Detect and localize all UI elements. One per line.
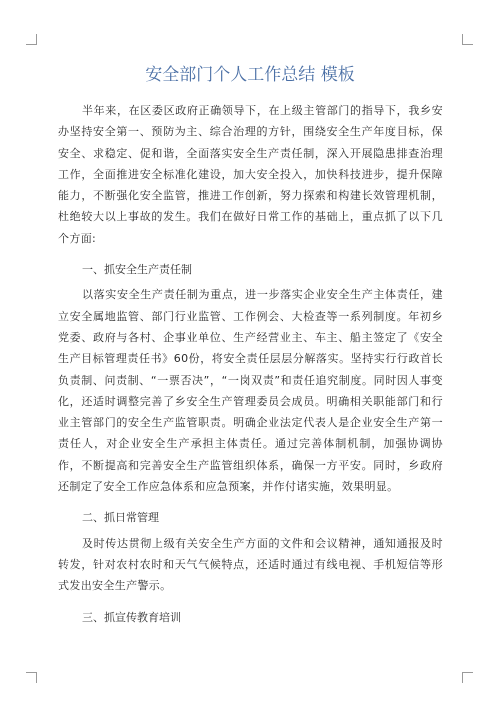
section-heading-responsibility: 一、抓安全生产责任制 bbox=[82, 263, 192, 277]
crop-mark-bottom-left bbox=[26, 672, 37, 683]
responsibility-paragraph: 以落实安全生产责任制为重点，进一步落实企业安全生产主体责任，建立安全属地监管、部门行业监管、工作例会、大检查等一系列制度。年初乡党委、政府与各村、企事业单位、生产经营业主、车主、船主签定了《安全生产目标管理责任书》60份，将安全责任层层分解落实。坚持实行行政首长负责制、问责制、“一票否决”，“一岗双责”和责任追究制度。同时因人事变化，还适时调整完善了乡安全生产管理委员会成员。明确相关职能部门和行业主管部门的安全生产监管职责。明确企业法定代表人是企业安全生产第一责任人，对企业安全生产承担主体责任。通过完善体制机制，加强协调协作，不断提高和完善安全生产监管组织体系，确保一方平安。同时，乡政府还制定了安全工作应急体系和应急预案，并作付诸实施，效果明显。 bbox=[58, 288, 443, 494]
intro-paragraph: 半年来，在区委区政府正确领导下，在上级主管部门的指导下，我乡安办坚持安全第一、预防为主、综合治理的方针，围绕安全生产年度目标，保安全、求稳定、促和谐，全面落实安全生产责任制，深入开展隐患排查治理工作，全面推进安全标准化建设，加大安全投入，加快科技进步，提升保障能力，不断强化安全监管，推进工作创新，努力探索和构建长效管理机制，杜绝较大以上事故的发生。我们在做好日常工作的基础上，重点抓了以下几个方面: bbox=[58, 104, 443, 245]
section-heading-publicity-training: 三、抓宣传教育培训 bbox=[82, 610, 181, 624]
daily-management-paragraph: 及时传达贯彻上级有关安全生产方面的文件和会议精神，通知通报及时转发，针对农村农时和天气气候特点，还适时通过有线电视、手机短信等形式发出安全生产警示。 bbox=[58, 536, 443, 593]
crop-mark-top-right bbox=[462, 34, 473, 45]
crop-mark-top-left bbox=[26, 34, 37, 45]
crop-mark-bottom-right bbox=[462, 672, 473, 683]
section-heading-daily-management: 二、抓日常管理 bbox=[82, 511, 159, 525]
document-title: 安全部门个人工作总结 模板 bbox=[145, 65, 355, 85]
document-body bbox=[58, 100, 443, 632]
